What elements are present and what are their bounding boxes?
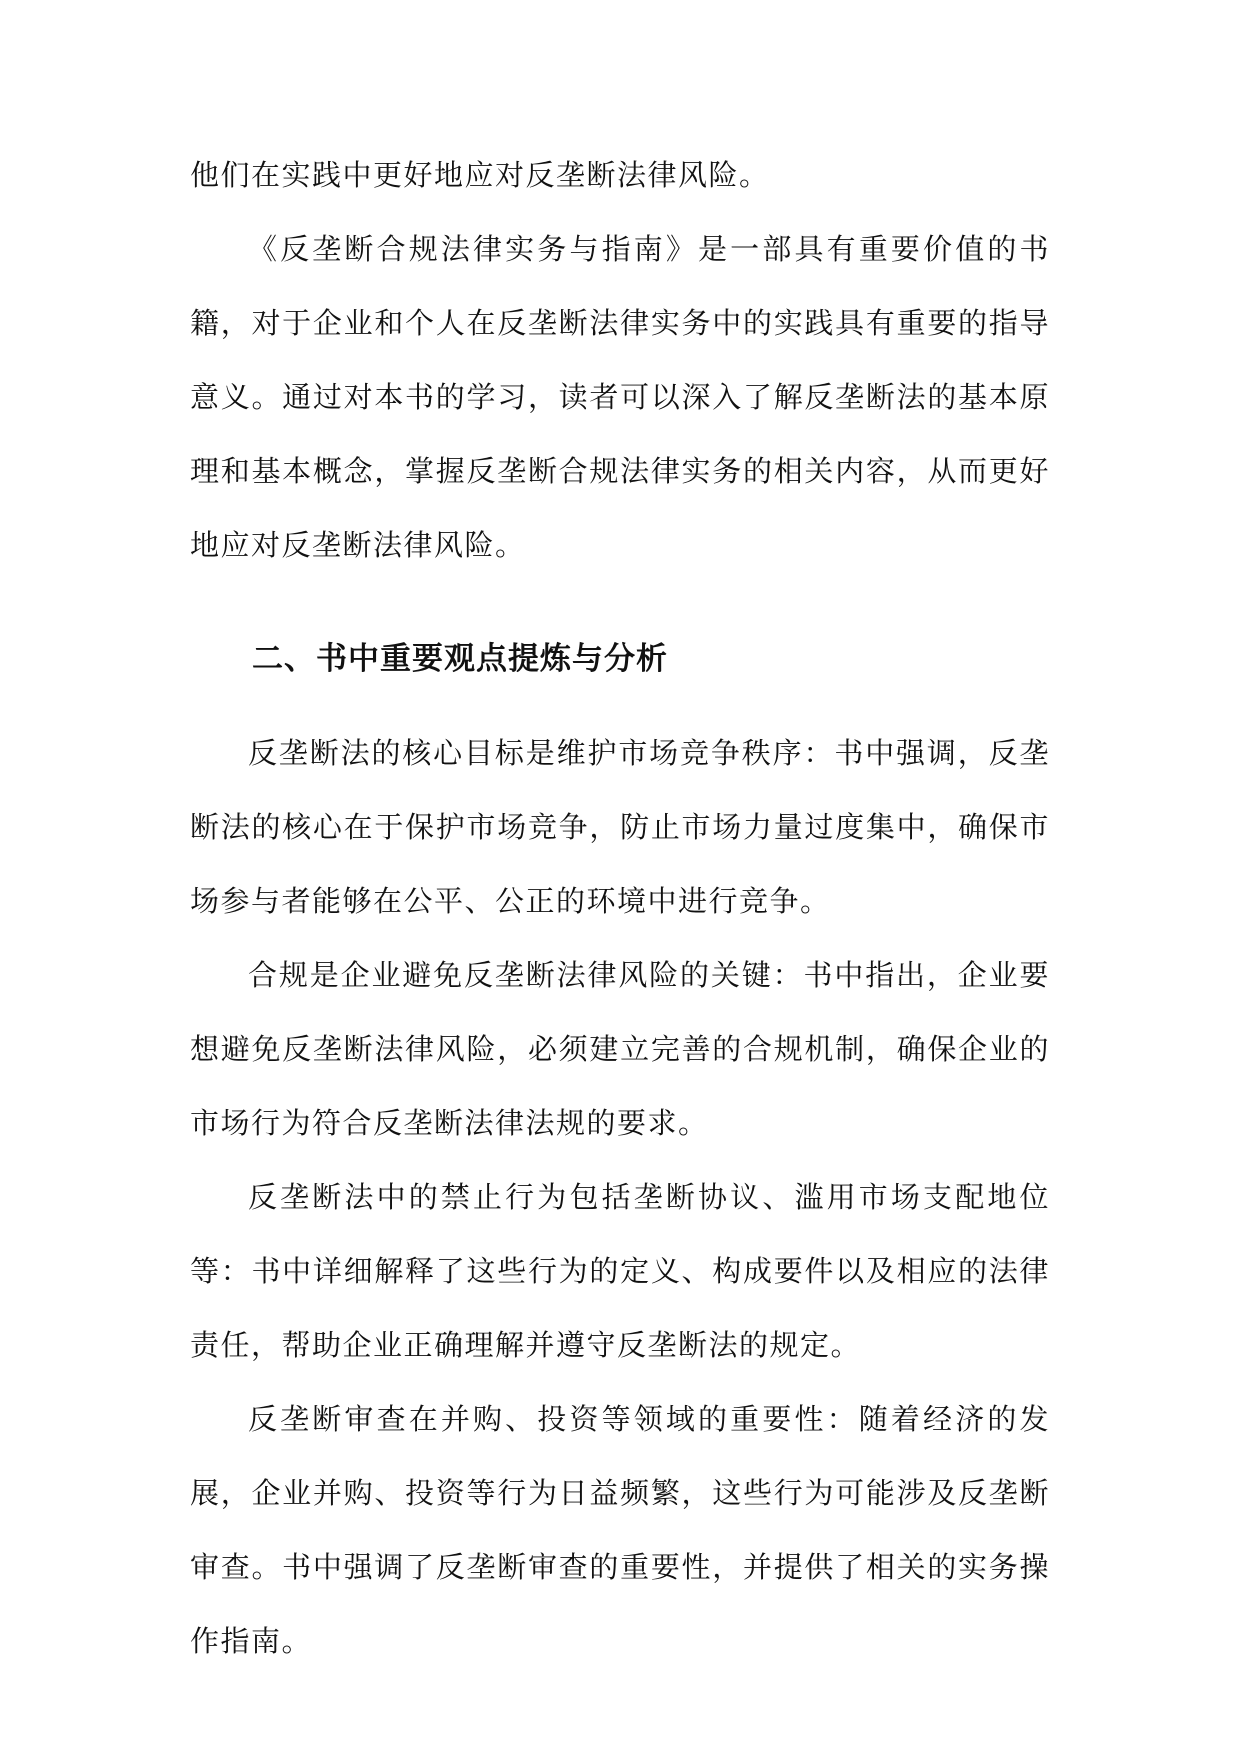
body-paragraph-2: 合规是企业避免反垄断法律风险的关键：书中指出，企业要想避免反垄断法律风险，必须建立完善的合规机制，确保企业的市场行为符合反垄断法律法规的要求。: [190, 958, 1050, 1140]
continuation-paragraph: 他们在实践中更好地应对反垄断法律风险。: [190, 158, 770, 192]
body-paragraph-3: 反垄断法中的禁止行为包括垄断协议、滥用市场支配地位等：书中详细解释了这些行为的定义、构成要件以及相应的法律责任，帮助企业正确理解并遵守反垄断法的规定。: [190, 1180, 1050, 1362]
body-paragraph-4: 反垄断审查在并购、投资等领域的重要性：随着经济的发展，企业并购、投资等行为日益频繁，这些行为可能涉及反垄断审查。书中强调了反垄断审查的重要性，并提供了相关的实务操作指南。: [190, 1402, 1050, 1658]
intro-paragraph: 《反垄断合规法律实务与指南》是一部具有重要价值的书籍，对于企业和个人在反垄断法律实务中的实践具有重要的指导意义。通过对本书的学习，读者可以深入了解反垄断法的基本原理和基本概念，掌握反垄断合规法律实务的相关内容，从而更好地应对反垄断法律风险。: [190, 232, 1050, 562]
document-body: [190, 138, 1050, 1678]
section-heading: 二、书中重要观点提炼与分析: [252, 641, 668, 677]
body-paragraph-1: 反垄断法的核心目标是维护市场竞争秩序：书中强调，反垄断法的核心在于保护市场竞争，防止市场力量过度集中，确保市场参与者能够在公平、公正的环境中进行竞争。: [190, 736, 1050, 918]
